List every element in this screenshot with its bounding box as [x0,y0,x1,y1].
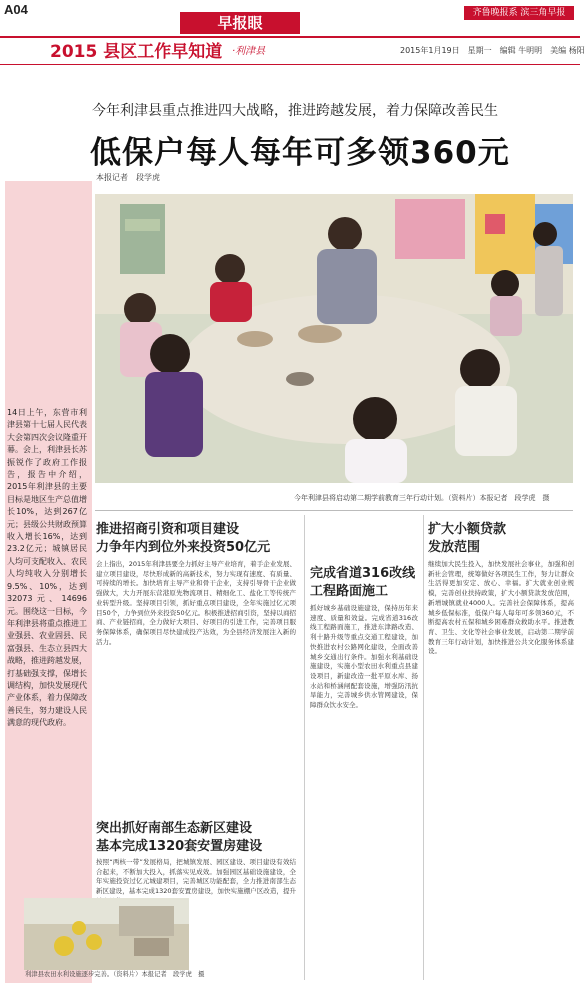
kicker: 今年利津县重点推进四大战略，推进跨越发展，着力保障改善民生 [92,103,498,119]
article2-body: 按照“两核一带”发展格局，把城镇发展、园区建设、项目建设有效结合起来，不断加大投入，抓落实见成效。加强园区基础设施建设，全年实施投资过亿元城建项目，完善城区功能配套，全力推进南部生态新区建设，基本完成1320套安置房建设，加快实施棚户区改造，提升 [96,858,296,896]
article3-body: 抓好城乡基础设施建设，保持历年来速度、质量和效益。完成省道316改线工程路面施工，推进东津路改造、利十路升级等重点交通工程建设，加快推进农村公路网化建设，全面改善城乡交通出行条件。加强水利基础设施建设，实施小型农田水利重点县建设项目，新建改造一批平原水库、扬水站和桥涵闸配套设施，增强防汛抗旱能力，完善城乡供水管网建设，保障群众饮水安全。 [310,604,418,710]
banner-title: 2015 县区工作早知道 [50,42,223,62]
section-tab: 早报眼 [180,12,300,34]
article4-body: 继续加大民生投入，加快发展社会事业，加强和创新社会管理，统筹做好各项民生工作，努力让群众生活得更加安定、放心、幸福。扩大就业创业规模，完善创业扶持政策，扩大小额贷款发放范围，新增城镇就业4000人。完善社会保障体系，提高城乡低保标准，低保户每人每年可多领360元，不断提高农村五保和城乡困难群众救助水平。推进教育、卫生、文化等社会事业发展，启动第二期学前教育三年行动计划，加快推进公共文化服务体系建设。 [428,560,574,656]
article1-title-line1: 推进招商引资和项目建设 [96,522,240,537]
article3-title-line2: 工程路面施工 [310,584,389,599]
article2-body-cont [200,900,305,980]
column-divider [423,515,424,980]
banner-subtitle: ·利津县 [232,46,266,57]
photo-caption: 今年利津县将启动第二期学前教育三年行动计划。（资料片）本报记者 段学虎 摄 [294,494,550,502]
article1-body: 会上指出，2015年利津县要全力抓好主导产业培育，着手企业发展、建立项目建设，尽快形成新的高新技术，努力实现有速度、有质量、可持续的增长。加快培育主导产业和骨干企业，支持引导骨干企业做强做大，大力开展东营港原先物流项目、精细化工、盐化工等传统产业转型升级。坚持项目引领，抓好重点项目建设，全年实施过亿元项目50个，力争到位外来投资50亿元。积极推进招商引资，坚持以商招商、产业链招商，全力做好大项目、好项目的引进工作，完善项目服务保障体系，确保项目尽快建成投产达效，为全县经济发展注入新的活力。 [96,560,296,646]
article1-title-line2: 力争年内到位外来投资50亿元 [96,540,271,555]
page-meta: 2015年1月19日 星期一 编辑 牛明明 美编 杨阳 [400,46,585,55]
main-photo [95,194,573,483]
article3-title-line1: 完成省道316改线 [310,566,416,581]
article4-title-line1: 扩大小额贷款 [428,522,507,537]
field-photo [24,898,189,970]
column-divider [304,515,305,980]
article2-title-line1: 突出抓好南部生态新区建设 [96,821,253,836]
paper-logo: 齐鲁晚报系 滨三角早报 [464,6,574,20]
field-photo-caption: 利津县农田水利设施逐步完善。（资料片）本报记者 段学虎 摄 [25,971,205,978]
article4-title-line2: 发放范围 [428,540,481,555]
divider [95,510,573,511]
sidebar-text: 14日上午，东营市利津县第十七届人民代表大会第四次会议隆重开幕。会上，利津县长苏振锐作了政府工作报告，报告中介绍，2015年利津县的主要目标是地区生产总值增长10%，达到267亿元；县级公共财政预算收入增长16%，达到23.2亿元；城镇居民人均可支配收入、农民人均纯收入分别增长9.5%、10%，达到32073元、14696元。围绕这一目标，今年利津县将重点推进工业强县、农业固县、民富强县、生态立县四大战略，推进跨越发展，打基础强支撑，保增长调结构，加快发展现代产业体系，着力保障改善民生，努力建设人民满意的现代政府。 [7,408,87,728]
byline: 本报记者 段学虎 [96,173,160,182]
page-number: A04 [4,2,28,17]
article2-title-line2: 基本完成1320套安置房建设 [96,839,263,854]
headline: 低保户每人每年可多领360元 [90,135,510,171]
